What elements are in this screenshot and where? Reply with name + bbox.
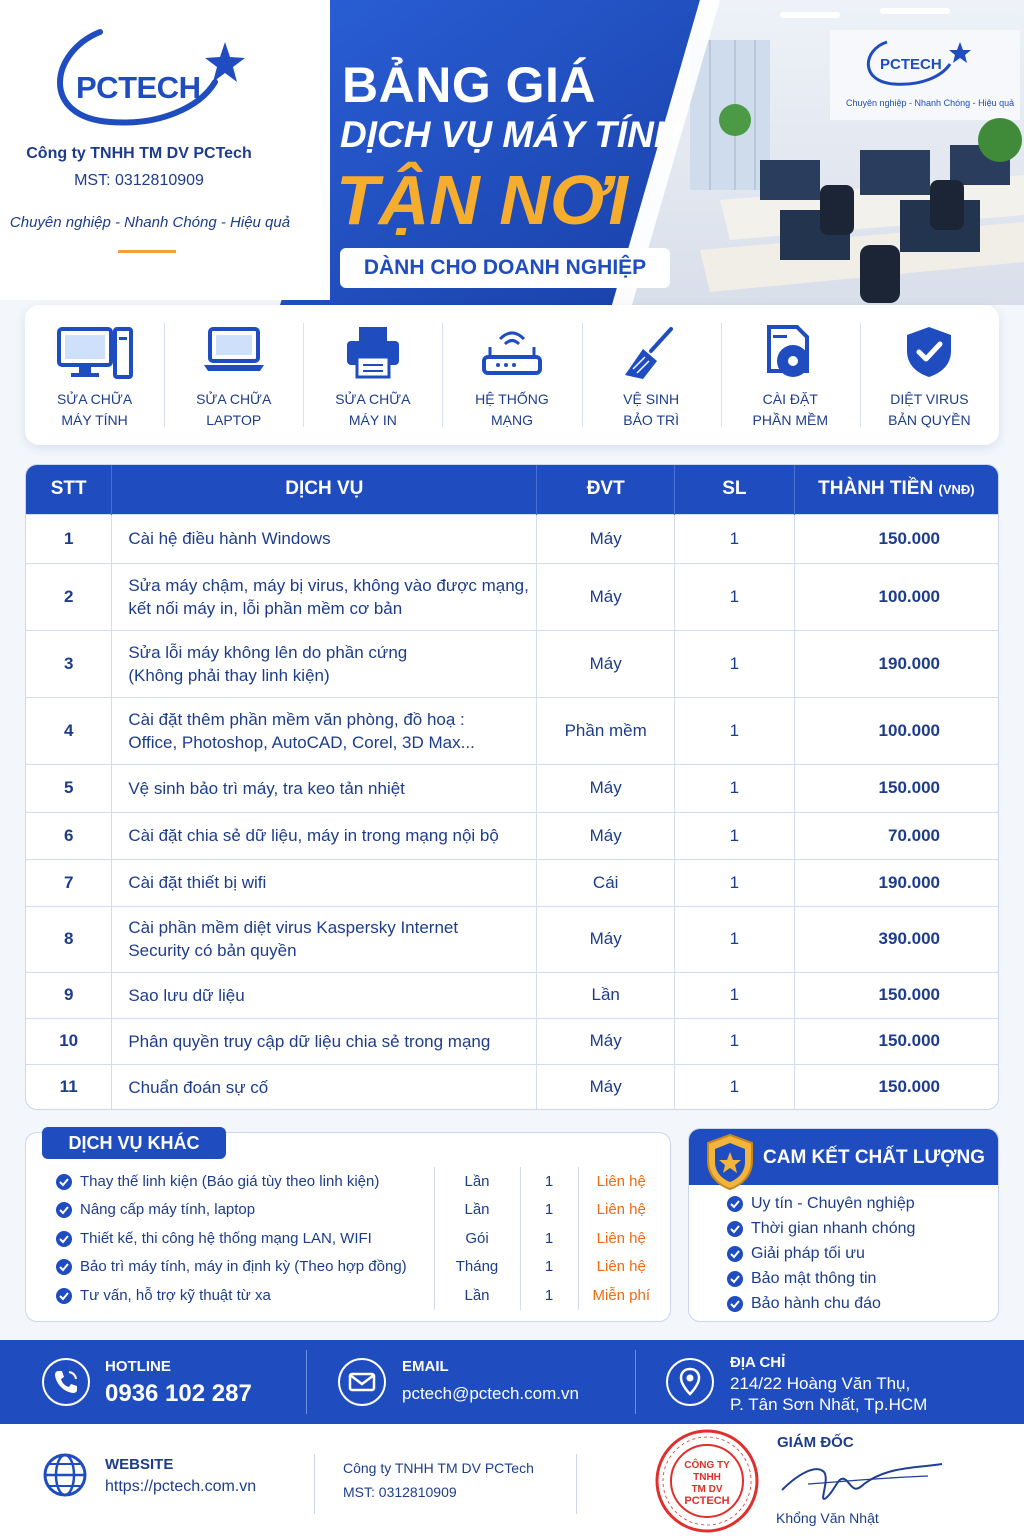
phone-icon bbox=[44, 1360, 88, 1404]
commitment-text: Bảo mật thông tin bbox=[751, 1270, 877, 1287]
category-laptop-repair[interactable] bbox=[164, 305, 303, 445]
address-button[interactable] bbox=[666, 1358, 714, 1406]
check-circle-icon bbox=[727, 1221, 743, 1237]
header-qty: SL bbox=[675, 465, 795, 514]
printer-icon bbox=[345, 325, 401, 379]
location-pin-icon bbox=[668, 1360, 712, 1404]
other-name: Nâng cấp máy tính, laptop bbox=[80, 1201, 256, 1219]
row-stt: 11 bbox=[26, 1064, 112, 1110]
envelope-icon bbox=[340, 1360, 384, 1404]
director-name: Khổng Văn Nhật bbox=[776, 1510, 879, 1526]
service-categories bbox=[25, 305, 999, 445]
other-row[interactable] bbox=[52, 1253, 664, 1282]
check-circle-icon bbox=[727, 1246, 743, 1262]
other-price: Liên hệ bbox=[578, 1224, 664, 1253]
price-table bbox=[25, 464, 999, 1110]
row-unit: Máy bbox=[537, 1064, 675, 1110]
footer-divider bbox=[314, 1454, 315, 1514]
commitment-item bbox=[727, 1241, 915, 1266]
row-service: Vệ sinh bảo trì máy, tra keo tản nhiệt bbox=[112, 764, 537, 812]
hotline-number[interactable]: 0936 102 287 bbox=[105, 1380, 252, 1407]
row-stt: 1 bbox=[26, 514, 112, 563]
email-address[interactable]: pctech@pctech.com.vn bbox=[402, 1384, 579, 1403]
category-label: HỆ THỐNG MẠNG bbox=[475, 391, 549, 428]
other-price: Liên hệ bbox=[578, 1253, 664, 1282]
check-circle-icon bbox=[56, 1231, 72, 1247]
company-seal-stamp bbox=[652, 1426, 762, 1536]
gold-shield-star-icon bbox=[705, 1133, 755, 1191]
other-name: Tư vấn, hỗ trợ kỹ thuật từ xa bbox=[80, 1286, 271, 1304]
other-row[interactable] bbox=[52, 1196, 664, 1225]
row-unit: Máy bbox=[537, 563, 675, 630]
row-service: Chuẩn đoán sự cố bbox=[112, 1064, 537, 1110]
email-button[interactable] bbox=[338, 1358, 386, 1406]
row-qty: 1 bbox=[675, 906, 795, 972]
table-row[interactable] bbox=[26, 812, 998, 859]
commitment-item bbox=[727, 1291, 915, 1316]
other-qty: 1 bbox=[520, 1253, 578, 1282]
header-price-unit: (VNĐ) bbox=[938, 482, 975, 498]
header bbox=[0, 0, 1024, 310]
commitment-text: Uy tín - Chuyên nghiệp bbox=[751, 1195, 915, 1212]
commitment-item bbox=[727, 1216, 915, 1241]
row-qty: 1 bbox=[675, 812, 795, 859]
footer bbox=[0, 1424, 1024, 1536]
category-printer-repair[interactable] bbox=[303, 305, 442, 445]
other-services bbox=[25, 1132, 671, 1322]
table-row[interactable] bbox=[26, 764, 998, 812]
other-name-cell bbox=[52, 1281, 434, 1310]
table-row[interactable] bbox=[26, 1064, 998, 1110]
laptop-icon bbox=[202, 325, 266, 375]
row-stt: 10 bbox=[26, 1018, 112, 1064]
director-signature bbox=[778, 1454, 948, 1508]
footer-divider bbox=[576, 1454, 577, 1514]
other-unit: Lần bbox=[434, 1196, 520, 1225]
row-price: 190.000 bbox=[794, 630, 998, 697]
row-price: 150.000 bbox=[794, 514, 998, 563]
header-service: DỊCH VỤ bbox=[112, 465, 537, 514]
desktop-icon bbox=[57, 325, 133, 381]
row-service: Phân quyền truy cập dữ liệu chia sẻ trong mạng bbox=[112, 1018, 537, 1064]
check-circle-icon bbox=[56, 1202, 72, 1218]
wall-slogan: Chuyên nghiệp - Nhanh Chóng - Hiệu quả bbox=[846, 98, 1015, 108]
row-service: Sửa lỗi máy không lên do phần cứng (Không phải thay linh kiện) bbox=[112, 630, 537, 697]
address-line-1: 214/22 Hoàng Văn Thụ, bbox=[730, 1374, 911, 1393]
broom-icon bbox=[623, 325, 679, 381]
other-name-cell bbox=[52, 1224, 434, 1253]
header-price-label: THÀNH TIỀN bbox=[818, 478, 934, 500]
row-unit: Máy bbox=[537, 1018, 675, 1064]
row-unit: Máy bbox=[537, 764, 675, 812]
check-circle-icon bbox=[56, 1174, 72, 1190]
shield-check-icon bbox=[905, 325, 953, 379]
row-service: Cài hệ điều hành Windows bbox=[112, 514, 537, 563]
category-label: SỬA CHỮA LAPTOP bbox=[196, 391, 272, 428]
row-qty: 1 bbox=[675, 630, 795, 697]
row-service: Cài đặt thêm phần mềm văn phòng, đồ hoạ : Office, Photoshop, AutoCAD, Corel, 3D Max... bbox=[112, 697, 537, 764]
website-label: WEBSITE bbox=[105, 1456, 174, 1473]
category-label: CÀI ĐẶT PHẦN MỀM bbox=[752, 391, 828, 428]
footer-mst: MST: 0312810909 bbox=[343, 1484, 457, 1500]
row-service: Cài phần mềm diệt virus Kaspersky Internet Security có bản quyền bbox=[112, 906, 537, 972]
row-service: Cài đặt chia sẻ dữ liệu, máy in trong mạng nội bộ bbox=[112, 812, 537, 859]
other-name: Thiết kế, thi công hệ thống mạng LAN, WIFI bbox=[80, 1229, 372, 1247]
other-qty: 1 bbox=[520, 1224, 578, 1253]
row-stt: 4 bbox=[26, 697, 112, 764]
hotline-label: HOTLINE bbox=[105, 1358, 171, 1375]
row-service: Sao lưu dữ liệu bbox=[112, 972, 537, 1018]
slogan: Chuyên nghiệp - Nhanh Chóng - Hiệu quả bbox=[9, 214, 291, 231]
software-disc-icon bbox=[763, 325, 817, 379]
category-desktop-repair[interactable] bbox=[25, 305, 164, 445]
website-link[interactable]: https://pctech.com.vn bbox=[105, 1478, 257, 1495]
other-row[interactable] bbox=[52, 1281, 664, 1310]
other-name-cell bbox=[52, 1196, 434, 1225]
row-stt: 9 bbox=[26, 972, 112, 1018]
row-price: 100.000 bbox=[794, 697, 998, 764]
footer-company: Công ty TNHH TM DV PCTech bbox=[343, 1460, 534, 1476]
check-circle-icon bbox=[727, 1196, 743, 1212]
globe-icon bbox=[42, 1452, 88, 1498]
commitment-list bbox=[727, 1191, 915, 1316]
stamp-line-2: TNHH bbox=[693, 1472, 721, 1483]
brand-logo[interactable] bbox=[40, 22, 260, 132]
category-label: SỬA CHỮA MÁY IN bbox=[335, 391, 411, 428]
other-price: Miễn phí bbox=[578, 1281, 664, 1310]
row-unit: Cái bbox=[537, 859, 675, 906]
row-price: 150.000 bbox=[794, 1018, 998, 1064]
other-price: Liên hệ bbox=[578, 1196, 664, 1225]
other-price: Liên hệ bbox=[578, 1167, 664, 1196]
table-row[interactable] bbox=[26, 563, 998, 630]
logo-panel bbox=[0, 0, 330, 300]
row-price: 390.000 bbox=[794, 906, 998, 972]
category-cleaning[interactable] bbox=[582, 305, 721, 445]
row-unit: Máy bbox=[537, 630, 675, 697]
title-line-3: TẬN NƠI bbox=[336, 161, 628, 239]
row-qty: 1 bbox=[675, 697, 795, 764]
other-name: Thay thế linh kiện (Báo giá tùy theo linh kiện) bbox=[80, 1172, 380, 1190]
row-unit: Máy bbox=[537, 812, 675, 859]
other-name-cell bbox=[52, 1253, 434, 1282]
logo-text: PCTECH bbox=[76, 70, 201, 105]
row-stt: 3 bbox=[26, 630, 112, 697]
stamp-line-1: CÔNG TY bbox=[684, 1460, 730, 1471]
table-row[interactable] bbox=[26, 972, 998, 1018]
row-price: 70.000 bbox=[794, 812, 998, 859]
slogan-divider bbox=[118, 250, 176, 253]
table-row[interactable] bbox=[26, 1018, 998, 1064]
hotline-button[interactable] bbox=[42, 1358, 90, 1406]
header-price bbox=[794, 465, 998, 514]
commitment-item bbox=[727, 1191, 915, 1216]
contact-divider bbox=[306, 1350, 307, 1414]
company-name: Công ty TNHH TM DV PCTech bbox=[26, 145, 252, 162]
commitment-text: Giải pháp tối ưu bbox=[751, 1245, 865, 1262]
category-network[interactable] bbox=[442, 305, 581, 445]
check-circle-icon bbox=[727, 1296, 743, 1312]
row-qty: 1 bbox=[675, 764, 795, 812]
header-unit: ĐVT bbox=[537, 465, 675, 514]
row-price: 150.000 bbox=[794, 972, 998, 1018]
row-service: Sửa máy chậm, máy bị virus, không vào được mạng, kết nối máy in, lỗi phần mềm cơ bản bbox=[112, 563, 537, 630]
title-line-2: DỊCH VỤ MÁY TÍNH bbox=[340, 114, 681, 155]
check-circle-icon bbox=[727, 1271, 743, 1287]
row-stt: 6 bbox=[26, 812, 112, 859]
row-price: 150.000 bbox=[794, 1064, 998, 1110]
commitment-title: CAM KẾT CHẤT LƯỢNG bbox=[763, 1147, 985, 1168]
director-label: GIÁM ĐỐC bbox=[777, 1434, 854, 1451]
table-header-row bbox=[26, 465, 998, 514]
row-stt: 2 bbox=[26, 563, 112, 630]
row-qty: 1 bbox=[675, 972, 795, 1018]
row-unit: Phần mềm bbox=[537, 697, 675, 764]
row-stt: 7 bbox=[26, 859, 112, 906]
tax-code: MST: 0312810909 bbox=[74, 172, 204, 189]
row-qty: 1 bbox=[675, 514, 795, 563]
quality-commitment bbox=[688, 1128, 999, 1322]
row-price: 100.000 bbox=[794, 563, 998, 630]
other-qty: 1 bbox=[520, 1196, 578, 1225]
row-unit: Máy bbox=[537, 906, 675, 972]
category-label: DIỆT VIRUS BẢN QUYỀN bbox=[888, 391, 971, 428]
other-unit: Lần bbox=[434, 1167, 520, 1196]
row-qty: 1 bbox=[675, 563, 795, 630]
category-software[interactable] bbox=[721, 305, 860, 445]
header-stt: STT bbox=[26, 465, 112, 514]
other-name-cell bbox=[52, 1167, 434, 1196]
table-row[interactable] bbox=[26, 630, 998, 697]
address-line-2: P. Tân Sơn Nhất, Tp.HCM bbox=[730, 1395, 928, 1414]
title-line-1: BẢNG GIÁ bbox=[342, 57, 596, 113]
commitment-text: Bảo hành chu đáo bbox=[751, 1295, 881, 1312]
category-antivirus[interactable] bbox=[860, 305, 999, 445]
commitment-text: Thời gian nhanh chóng bbox=[751, 1220, 916, 1237]
other-qty: 1 bbox=[520, 1167, 578, 1196]
photo-wall-logo bbox=[842, 36, 1015, 116]
other-name: Bảo trì máy tính, máy in định kỳ (Theo hợp đồng) bbox=[80, 1258, 407, 1276]
row-qty: 1 bbox=[675, 1018, 795, 1064]
audience-badge: DÀNH CHO DOANH NGHIỆP bbox=[340, 248, 670, 288]
row-unit: Máy bbox=[537, 514, 675, 563]
row-service: Cài đặt thiết bị wifi bbox=[112, 859, 537, 906]
commitment-item bbox=[727, 1266, 915, 1291]
row-qty: 1 bbox=[675, 859, 795, 906]
table-row[interactable] bbox=[26, 514, 998, 563]
check-circle-icon bbox=[56, 1288, 72, 1304]
other-row[interactable] bbox=[52, 1167, 664, 1196]
table-row[interactable] bbox=[26, 906, 998, 972]
category-label: SỬA CHỮA MÁY TÍNH bbox=[56, 391, 133, 428]
row-stt: 5 bbox=[26, 764, 112, 812]
table-row[interactable] bbox=[26, 697, 998, 764]
other-services-title: DỊCH VỤ KHÁC bbox=[42, 1127, 226, 1159]
table-row[interactable] bbox=[26, 859, 998, 906]
check-circle-icon bbox=[56, 1259, 72, 1275]
row-unit: Lần bbox=[537, 972, 675, 1018]
commitment-header bbox=[689, 1129, 998, 1185]
address-label: ĐỊA CHỈ bbox=[730, 1354, 786, 1371]
other-qty: 1 bbox=[520, 1281, 578, 1310]
other-unit: Gói bbox=[434, 1224, 520, 1253]
row-stt: 8 bbox=[26, 906, 112, 972]
other-row[interactable] bbox=[52, 1224, 664, 1253]
other-unit: Lần bbox=[434, 1281, 520, 1310]
stamp-line-3: TM DV bbox=[691, 1484, 723, 1495]
email-label: EMAIL bbox=[402, 1358, 449, 1375]
category-label: VỆ SINH BẢO TRÌ bbox=[623, 391, 680, 428]
wall-logo-text: PCTECH bbox=[880, 56, 942, 73]
row-qty: 1 bbox=[675, 1064, 795, 1110]
contact-divider bbox=[635, 1350, 636, 1414]
row-price: 150.000 bbox=[794, 764, 998, 812]
other-unit: Tháng bbox=[434, 1253, 520, 1282]
router-icon bbox=[482, 325, 542, 377]
row-price: 190.000 bbox=[794, 859, 998, 906]
contact-bar bbox=[0, 1340, 1024, 1424]
stamp-line-4: PCTECH bbox=[684, 1495, 730, 1507]
